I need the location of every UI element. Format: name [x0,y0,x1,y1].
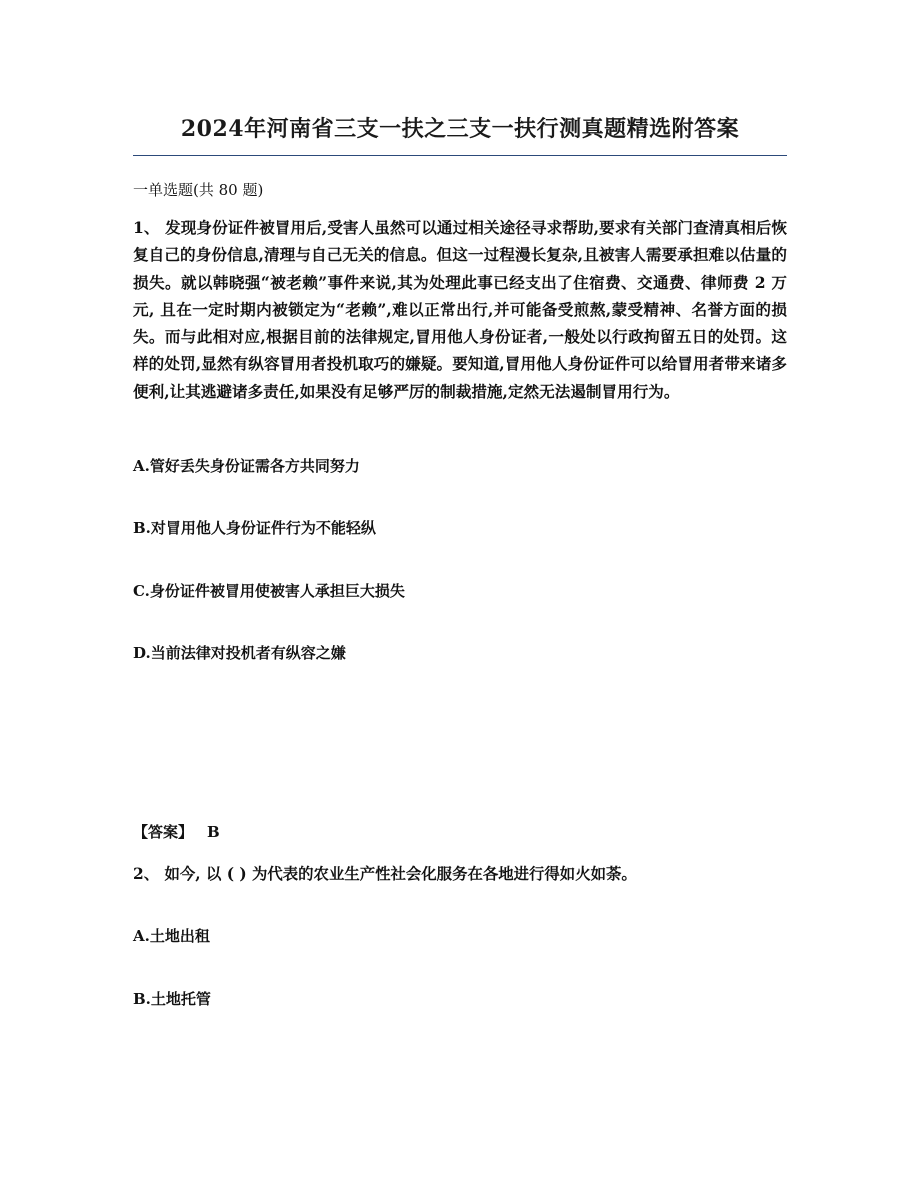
question-1-option-a: A.管好丢失身份证需各方共同努力 [133,457,360,475]
question-2-option-b: B.土地托管 [133,990,211,1008]
document-title: 2024年河南省三支一扶之三支一扶行测真题精选附答案 [180,116,740,142]
question-1-option-c: C.身份证件被冒用使被害人承担巨大损失 [133,582,405,600]
question-1-answer [133,821,220,842]
question-2-stem: 2、 如今, 以 ( ) 为代表的农业生产性社会化服务在各地进行得如火如荼。 [133,865,637,883]
answer-value: B [207,823,220,841]
question-1-option-d: D.当前法律对投机者有纵容之嫌 [133,644,346,662]
section-heading: 一单选题(共 80 题) [133,181,264,199]
question-1-option-b: B.对冒用他人身份证件行为不能轻纵 [133,519,376,537]
question-2-option-a: A.土地出租 [133,927,210,945]
question-1-stem: 1、 发现身份证件被冒用后,受害人虽然可以通过相关途径寻求帮助,要求有关部门查清真相后恢复自己的身份信息,清理与自己无关的信息。但这一过程漫长复杂,且被害人需要承担难以估量的损失。就以韩晓强“被老赖”事件来说,其为处理此事已经支出了住宿费、交通费、律师费 2 万元, 且在一定时期内被锁定为“老赖”,难以正常出行,并可能备受煎熬,蒙受精神、名誉方面的损失。而与此相对应,根据目前的法律规定,冒用他人身份证者,一般处以行政拘留五日的处罚。这样的处罚,显然有纵容冒用者投机取巧的嫌疑。要知道,冒用他人身份证件可以给冒用者带来诸多便利,让其逃避诸多责任,如果没有足够严厉的制裁措施,定然无法遏制冒用行为。 [133,218,787,401]
title-divider [133,155,787,156]
answer-label: 【答案】 [133,823,194,841]
